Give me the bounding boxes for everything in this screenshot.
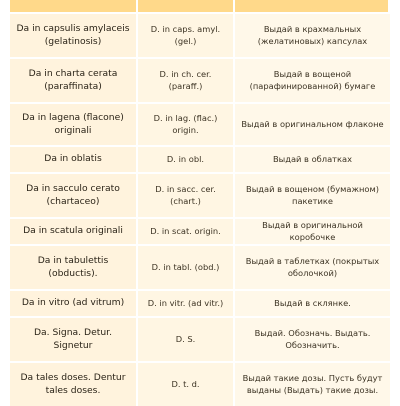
latin-cell: Da in sacculo cerato (chartaceo) — [10, 172, 138, 217]
abbreviation-cell: D. in obl. — [138, 145, 235, 172]
abbreviation-cell: D. in tabl. (obd.) — [138, 244, 235, 289]
translation-cell: Выдай в вощеном (бумажном) пакетике — [235, 172, 390, 217]
latin-cell: Da in charta cerata (paraffinata) — [10, 57, 138, 102]
translation-cell: Выдай такие дозы. Пусть будут выданы (Выдать) такие дозы. — [235, 361, 390, 406]
latin-cell: Da in oblatis — [10, 145, 138, 172]
abbreviation-cell: D. in sacc. cer. (chart.) — [138, 172, 235, 217]
phrases-table — [10, 0, 390, 406]
abbreviation-cell: D. in lag. (flac.) origin. — [138, 102, 235, 145]
latin-cell: Da. Signa. Detur. Signetur — [10, 316, 138, 361]
table-header-translation — [235, 0, 390, 12]
abbreviation-cell: D. in scat. origin. — [138, 217, 235, 244]
translation-cell: Выдай. Обозначь. Выдать. Обозначить. — [235, 316, 390, 361]
abbreviation-cell: D. in caps. amyl. (gel.) — [138, 12, 235, 57]
table-header-abbreviation — [138, 0, 235, 12]
latin-cell: Da in tabulettis (obductis). — [10, 244, 138, 289]
abbreviation-cell: D. S. — [138, 316, 235, 361]
latin-cell: Da in lagena (flacone) originali — [10, 102, 138, 145]
translation-cell: Выдай в облатках — [235, 145, 390, 172]
table-header-latin — [10, 0, 138, 12]
abbreviation-cell: D. in ch. cer. (paraff.) — [138, 57, 235, 102]
latin-cell: Da in vitro (ad vitrum) — [10, 289, 138, 316]
translation-cell: Выдай в крахмальных (желатиновых) капсулах — [235, 12, 390, 57]
latin-cell: Da in capsulis amylaceis (gelatinosis) — [10, 12, 138, 57]
translation-cell: Выдай в оригинальном флаконе — [235, 102, 390, 145]
translation-cell: Выдай в склянке. — [235, 289, 390, 316]
latin-cell: Da tales doses. Dentur tales doses. — [10, 361, 138, 406]
translation-cell: Выдай в таблетках (покрытых оболочкой) — [235, 244, 390, 289]
abbreviation-cell: D. t. d. — [138, 361, 235, 406]
latin-cell: Da in scatula originali — [10, 217, 138, 244]
translation-cell: Выдай в вощеной (парафинированной) бумаге — [235, 57, 390, 102]
translation-cell: Выдай в оригинальной коробочке — [235, 217, 390, 244]
abbreviation-cell: D. in vitr. (ad vitr.) — [138, 289, 235, 316]
